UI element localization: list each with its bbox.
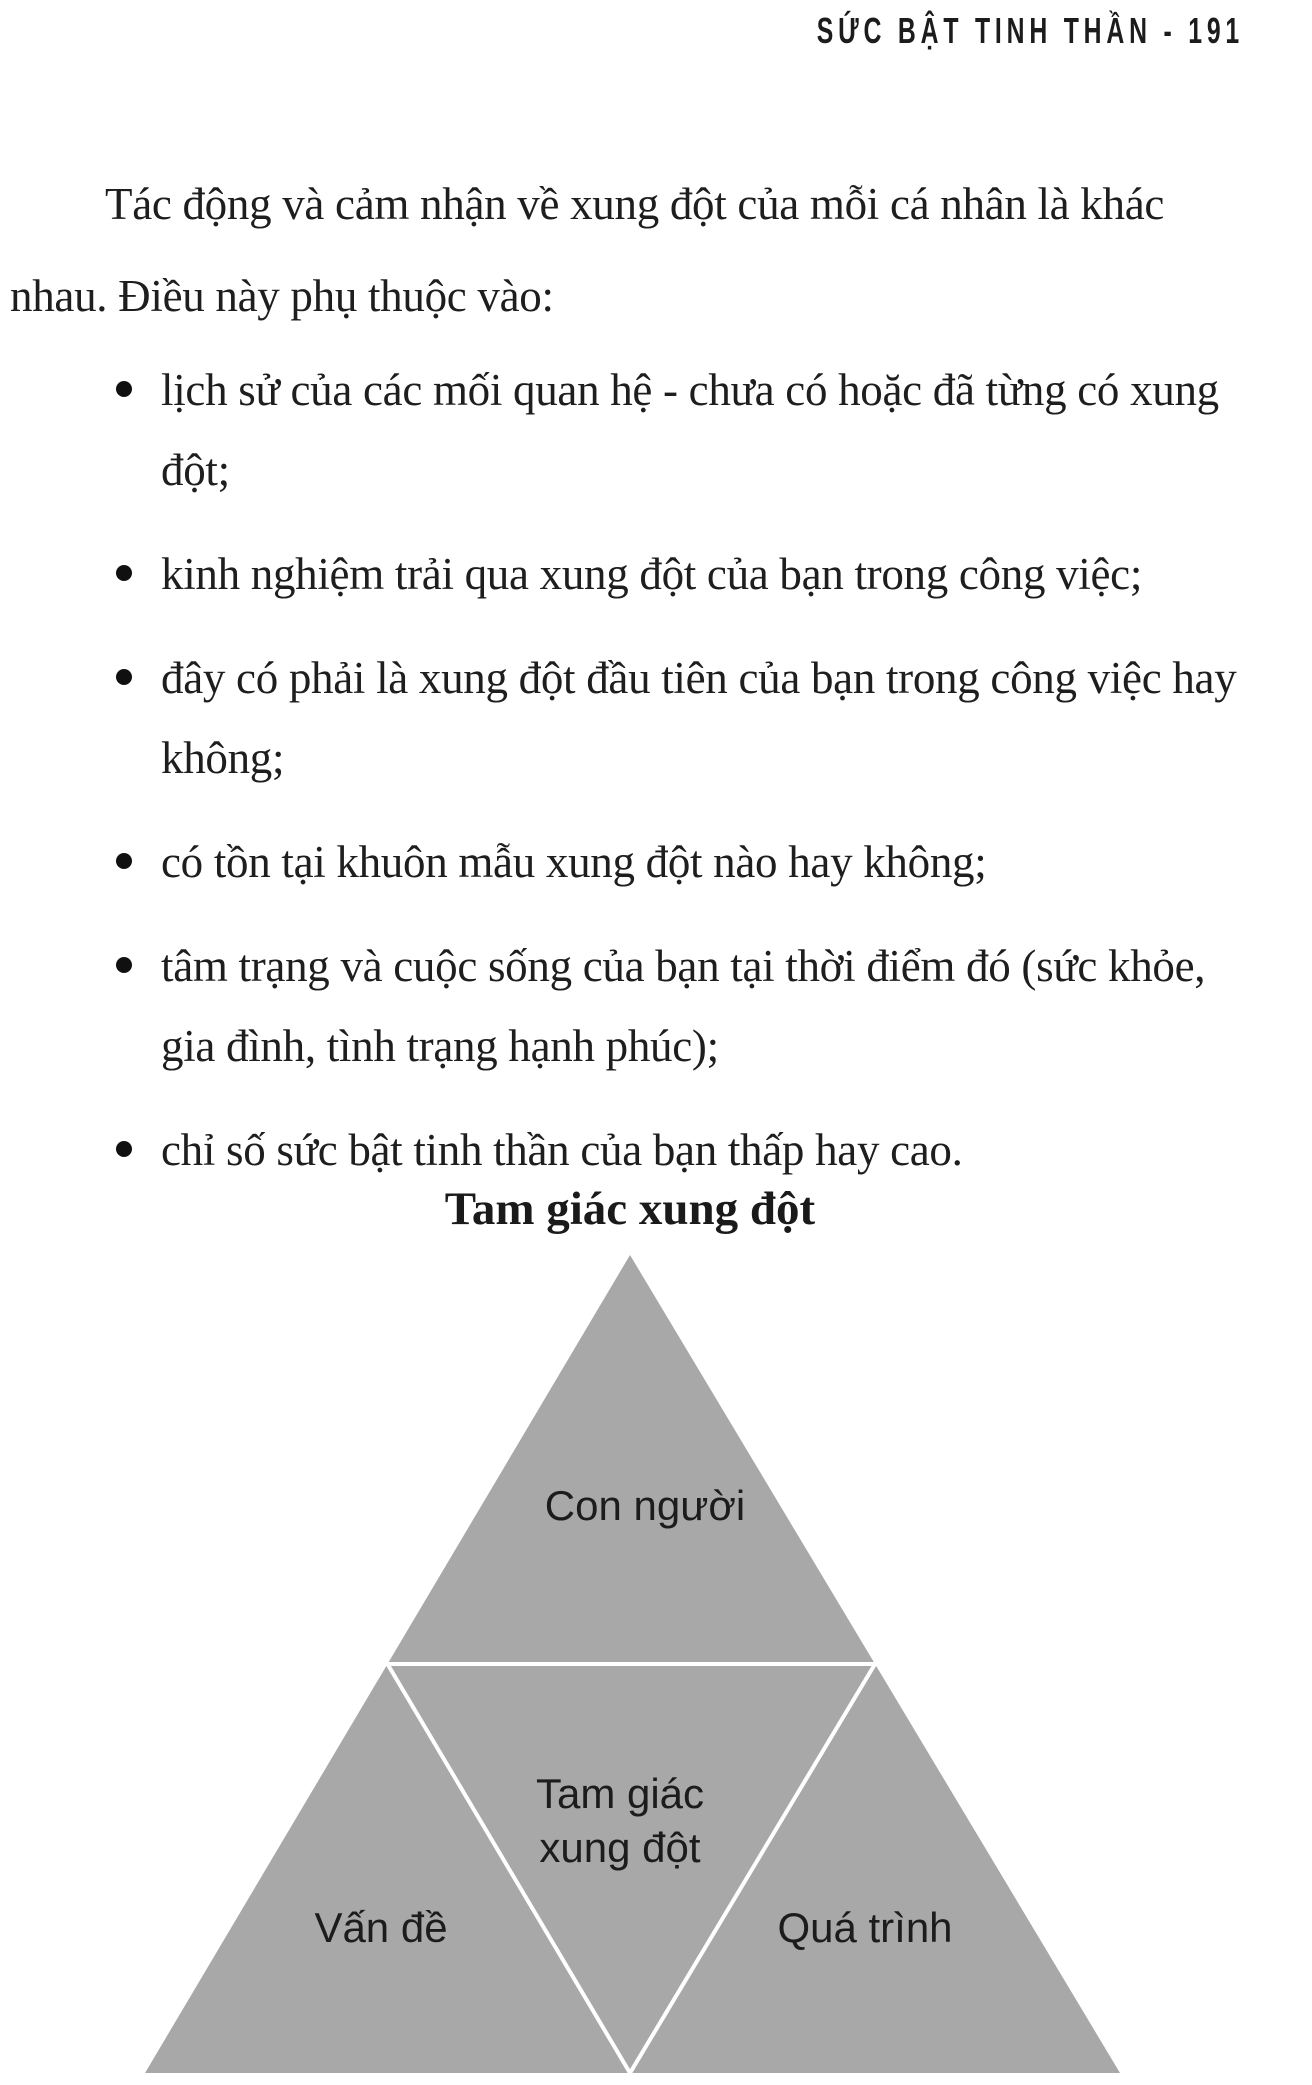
list-item-text: tâm trạng và cuộc sống của bạn tại thời điểm đó (sức khỏe, gia đình, tình trạng hạnh phúc); (161, 941, 1206, 1071)
list-item-text: có tồn tại khuôn mẫu xung đột nào hay không; (161, 837, 987, 887)
list-item (114, 638, 1249, 798)
triangle-left-label: Vấn đề (314, 1904, 448, 1951)
list-item-text: chỉ số sức bật tinh thần của bạn thấp hay cao. (161, 1125, 963, 1175)
diagram-title: Tam giác xung đột (444, 1183, 816, 1235)
running-head-text: SỨC BẬT TINH THẦN - 191 (816, 10, 1244, 52)
triangle-right-label: Quá trình (777, 1904, 953, 1951)
list-item-text: lịch sử của các mối quan hệ - chưa có hoặc đã từng có xung đột; (161, 365, 1219, 495)
list-item-text: kinh nghiệm trải qua xung đột của bạn trong công việc; (161, 549, 1143, 599)
list-item (114, 926, 1249, 1086)
bullet-icon (116, 957, 132, 973)
bullet-icon (116, 381, 132, 397)
intro-paragraph: Tác động và cảm nhận về xung đột của mỗi cá nhân là khác nhau. Điều này phụ thuộc vào: (10, 179, 1165, 321)
bullet-icon (116, 669, 132, 685)
triangle-top-label: Con người (544, 1482, 746, 1529)
list-item (114, 822, 1249, 902)
triangle-center-label-line1: Tam giác (535, 1770, 705, 1817)
bullet-icon (116, 1141, 132, 1157)
page-header (710, 10, 1244, 52)
list-item-text: đây có phải là xung đột đầu tiên của bạn trong công việc hay không; (161, 653, 1237, 783)
bullet-list (114, 350, 1249, 1214)
list-item (114, 534, 1249, 614)
triangle-center-label-line2: xung đột (539, 1824, 701, 1871)
bullet-icon (116, 565, 132, 581)
list-item (114, 1110, 1249, 1190)
list-item (114, 350, 1249, 510)
conflict-triangle-diagram (100, 1250, 1160, 2078)
bullet-icon (116, 853, 132, 869)
